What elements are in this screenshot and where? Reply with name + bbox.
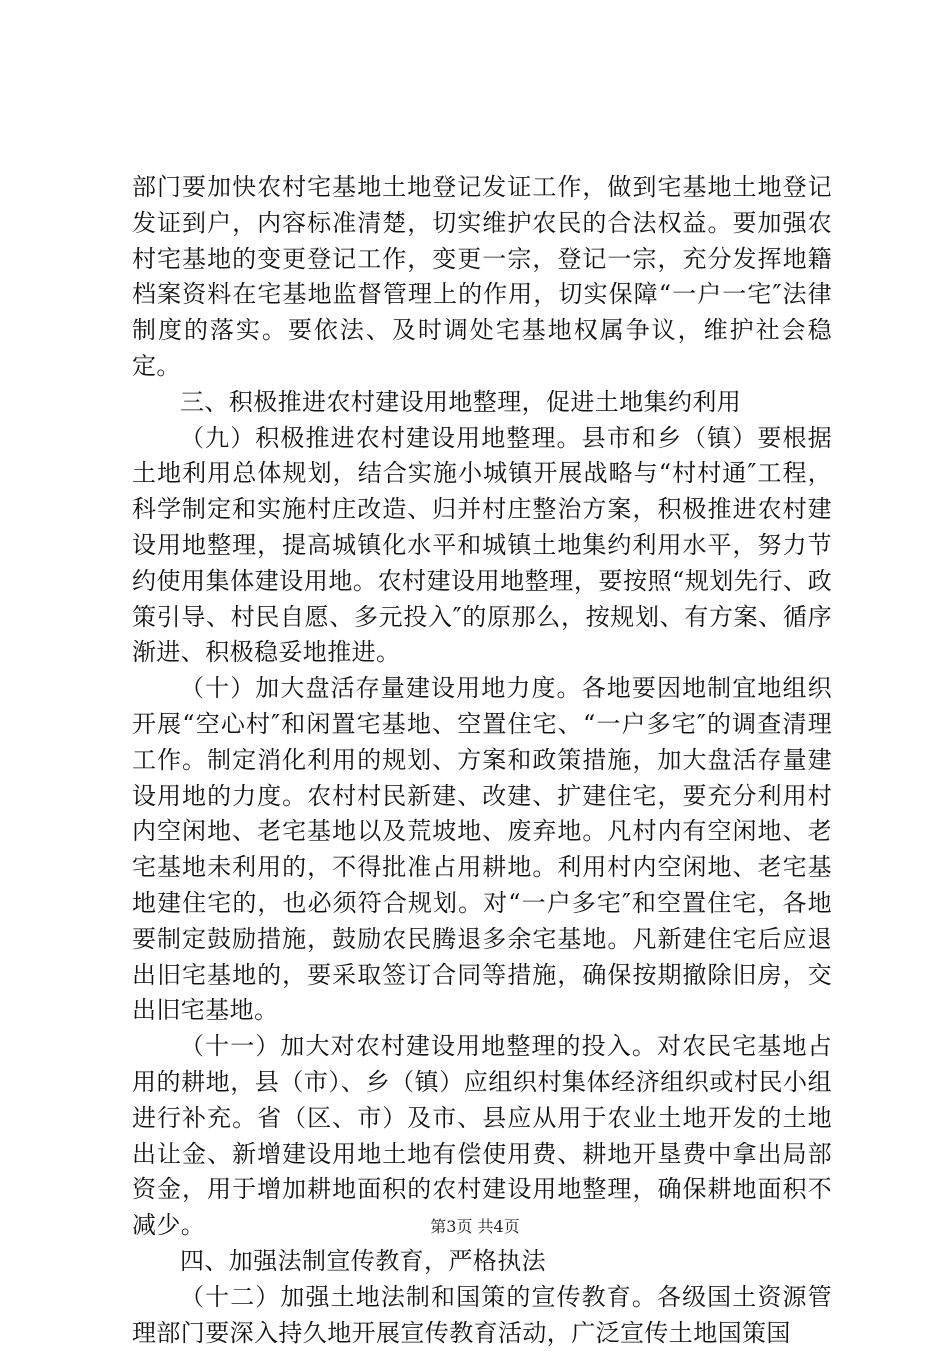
- paragraph-item-11: （十一）加大对农村建设用地整理的投入。对农民宅基地占用的耕地，县（市）、乡（镇）应组织村集体经济组织或村民小组进行补充。省（区、市）及市、县应从用于农业土地开发的土地出让金、新增建设用地土地有偿使用费、耕地开垦费中拿出局部资金，用于增加耕地面积的农村建设用地整理，确保耕地面积不减少。: [132, 1032, 832, 1240]
- paragraph-item-9: （九）积极推进农村建设用地整理。县市和乡（镇）要根据土地利用总体规划，结合实施小城镇开展战略与“村村通″工程，科学制定和实施村庄改造、归并村庄整治方案，积极推进农村建设用地整理，提高城镇化水平和城镇土地集约利用水平，努力节约使用集体建设用地。农村建设用地整理，要按照“规划先行、政策引导、村民自愿、多元投入″的原那么，按规划、有方案、循序渐进、积极稳妥地推进。: [132, 423, 832, 667]
- paragraph-item-12: （十二）加强土地法制和国策的宣传教育。各级国土资源管理部门要深入持久地开展宣传教育活动，广泛宣传土地国策国: [132, 1282, 832, 1347]
- paragraph-item-10: （十）加大盘活存量建设用地力度。各地要因地制宜地组织开展“空心村″和闲置宅基地、空置住宅、“一户多宅″的调查清理工作。制定消化利用的规划、方案和政策措施，加大盘活存量建设用地的力度。农村村民新建、改建、扩建住宅，要充分利用村内空闲地、老宅基地以及荒坡地、废弃地。凡村内有空闲地、老宅基地未利用的，不得批准占用耕地。利用村内空闲地、老宅基地建住宅的，也必须符合规划。对“一户多宅″和空置住宅，各地要制定鼓励措施，鼓励农民腾退多余宅基地。凡新建住宅后应退出旧宅基地的，要采取签订合同等措施，确保按期撤除旧房，交出旧宅基地。: [132, 674, 832, 1025]
- section-heading-4: 四、加强法制宣传教育，严格执法: [180, 1246, 546, 1275]
- section-heading-3: 三、积极推进农村建设用地整理，促进土地集约利用: [180, 387, 742, 416]
- paragraph-continuation: 部门要加快农村宅基地土地登记发证工作，做到宅基地土地登记发证到户，内容标准清楚，切实维护农民的合法权益。要加强农村宅基地的变更登记工作，变更一宗，登记一宗，充分发挥地籍档案资料在宅基地监督管理上的作用，切实保障“一户一宅″法律制度的落实。要依法、及时调处宅基地权属争议，维护社会稳定。: [132, 173, 832, 380]
- page-footer: 第3页 共4页: [430, 1217, 520, 1236]
- document-body: [132, 170, 832, 1351]
